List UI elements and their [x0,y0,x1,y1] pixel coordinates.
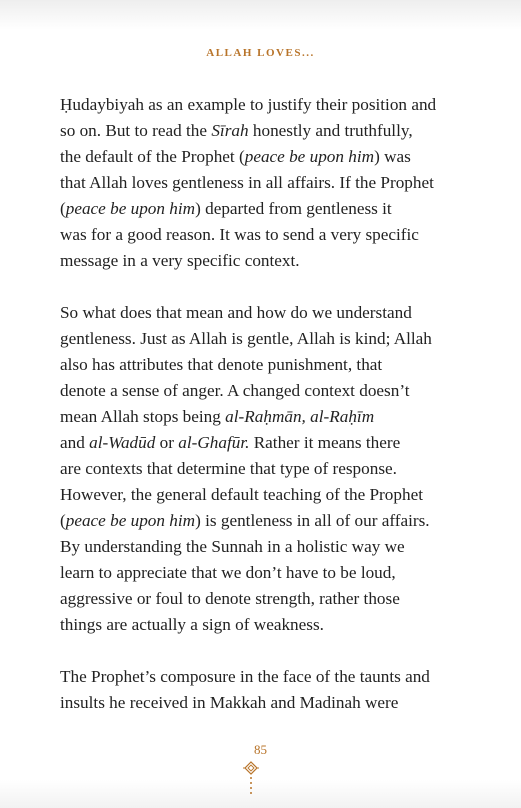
italic-text: al-Ghafūr. [178,433,250,452]
italic-text: peace be upon him [244,147,375,166]
text-run: aggressive or foul to denote strength, rather those [60,589,400,608]
text-run: honestly and truthfully, [248,121,413,140]
running-header: ALLAH LOVES... [206,47,315,59]
text-line [60,456,460,482]
text-run: the default of the Prophet ( [60,147,245,166]
text-run: insults he received in Makkah and Madinah were [60,693,399,712]
paragraph [60,92,460,274]
text-run: was for a good reason. It was to send a very specific [60,225,419,244]
text-run: are contexts that determine that type of response. [60,459,397,478]
text-run: mean Allah stops being [60,407,226,426]
text-run: The Prophet’s composure in the face of the taunts and [60,667,430,686]
italic-text: al-Raḥmān, al-Raḥīm [225,407,375,426]
paragraph [60,664,460,716]
text-run: learn to appreciate that we don’t have to be loud, [60,563,396,582]
text-line [60,664,460,690]
text-line [60,92,460,118]
paragraph-gap [60,638,460,664]
text-line [60,196,460,222]
text-run: things are actually a sign of weakness. [60,615,324,634]
text-run: denote a sense of anger. A changed context doesn’t [60,381,410,400]
page-number: 85 [254,742,267,757]
text-run: message in a very specific context. [60,251,300,270]
text-run: or [155,433,179,452]
text-run: ) was [374,147,411,166]
text-run: By understanding the Sunnah in a holistic way we [60,537,405,556]
text-line [60,404,460,430]
text-line [60,482,460,508]
text-line [60,586,460,612]
text-run: also has attributes that denote punishment, that [60,355,383,374]
text-run: ) is gentleness in all of our affairs. [195,511,430,530]
text-run: ( [60,199,66,218]
italic-text: Sīrah [211,121,249,140]
diamond-flourish-icon [243,760,259,796]
text-line [60,170,460,196]
text-line [60,222,460,248]
text-line [60,118,460,144]
text-run: So what does that mean and how do we understand [60,303,412,322]
text-run: gentleness. Just as Allah is gentle, Allah is kind; Allah [60,329,432,348]
text-run: ( [60,511,66,530]
italic-text: al-Wadūd [89,433,156,452]
text-run: and [60,433,90,452]
text-line [60,248,460,274]
italic-text: peace be upon him [65,511,196,530]
text-line [60,300,460,326]
text-run: so on. But to read the [60,121,212,140]
text-run: that Allah loves gentleness in all affairs. If the Prophet [60,173,434,192]
text-line [60,612,460,638]
text-run: However, the general default teaching of the Prophet [60,485,423,504]
body-text [60,92,460,716]
text-run: Ḥudaybiyah as an example to justify their position and [60,95,437,114]
text-run: ) departed from gentleness it [195,199,392,218]
text-line [60,326,460,352]
text-line [60,378,460,404]
text-line [60,508,460,534]
text-line [60,430,460,456]
italic-text: peace be upon him [65,199,196,218]
text-line [60,690,460,716]
paragraph [60,300,460,638]
paragraph-gap [60,274,460,300]
text-line [60,534,460,560]
text-run: Rather it means there [249,433,401,452]
text-line [60,352,460,378]
text-line [60,144,460,170]
text-line [60,560,460,586]
